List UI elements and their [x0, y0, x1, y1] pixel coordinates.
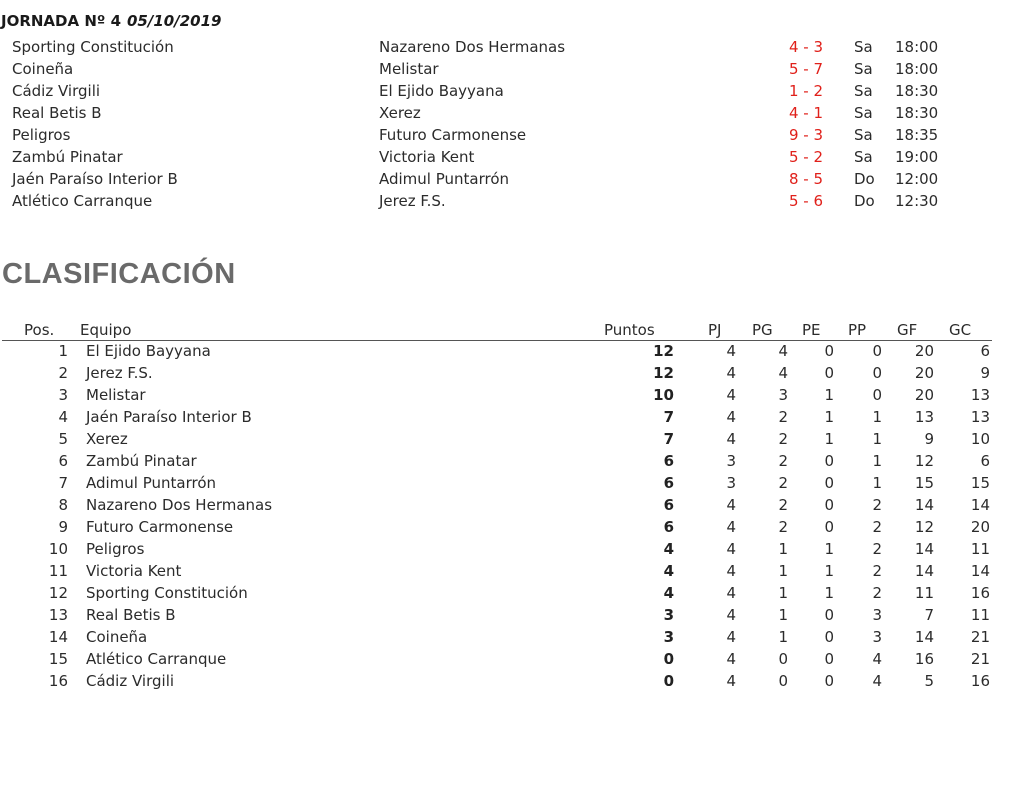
cell-pos: 16 — [48, 672, 68, 690]
header-pe: PE — [802, 321, 821, 339]
cell-pos: 13 — [48, 606, 68, 624]
cell-gc: 21 — [970, 650, 990, 668]
cell-gf: 20 — [914, 364, 934, 382]
match-home-team: Peligros — [12, 126, 71, 144]
header-pp: PP — [848, 321, 867, 339]
cell-pj: 4 — [726, 342, 736, 360]
cell-pos: 3 — [58, 386, 68, 404]
cell-pos: 12 — [48, 584, 68, 602]
cell-pp: 0 — [872, 386, 882, 404]
cell-pg: 1 — [778, 628, 788, 646]
cell-gf: 14 — [914, 496, 934, 514]
cell-gf: 14 — [914, 628, 934, 646]
match-time: 18:00 — [895, 60, 939, 78]
cell-pe: 1 — [824, 386, 834, 404]
cell-gc: 14 — [970, 496, 990, 514]
match-time: 19:00 — [895, 148, 939, 166]
cell-pos: 9 — [58, 518, 68, 536]
cell-pos: 5 — [58, 430, 68, 448]
match-row — [0, 102, 1024, 124]
match-home-team: Zambú Pinatar — [12, 148, 123, 166]
match-score: 4 - 1 — [788, 104, 824, 122]
match-home-team: Coineña — [12, 60, 74, 78]
match-time: 12:00 — [895, 170, 939, 188]
match-score: 5 - 7 — [788, 60, 824, 78]
cell-team: Sporting Constitución — [86, 584, 248, 602]
table-row — [0, 604, 1024, 626]
match-day: Sa — [854, 104, 873, 122]
cell-pg: 2 — [778, 496, 788, 514]
cell-gf: 13 — [914, 408, 934, 426]
cell-points: 6 — [663, 496, 674, 514]
cell-gc: 13 — [970, 408, 990, 426]
cell-pp: 2 — [872, 496, 882, 514]
cell-team: Futuro Carmonense — [86, 518, 234, 536]
cell-team: Victoria Kent — [86, 562, 182, 580]
cell-pp: 4 — [872, 650, 882, 668]
standings-header — [0, 318, 1024, 340]
match-day: Do — [854, 192, 875, 210]
cell-points: 0 — [663, 650, 674, 668]
match-row — [0, 168, 1024, 190]
match-away-team: Victoria Kent — [379, 148, 475, 166]
jornada-label: JORNADA Nº 4 — [1, 12, 121, 30]
table-row — [0, 362, 1024, 384]
match-time: 12:30 — [895, 192, 939, 210]
cell-pe: 0 — [824, 606, 834, 624]
match-time: 18:30 — [895, 104, 939, 122]
cell-pg: 1 — [778, 584, 788, 602]
table-row — [0, 626, 1024, 648]
cell-gc: 15 — [970, 474, 990, 492]
match-row — [0, 80, 1024, 102]
match-away-team: El Ejido Bayyana — [379, 82, 504, 100]
cell-pos: 10 — [48, 540, 68, 558]
cell-gc: 10 — [970, 430, 990, 448]
cell-gc: 11 — [970, 606, 990, 624]
cell-pp: 2 — [872, 584, 882, 602]
cell-points: 4 — [663, 562, 674, 580]
cell-gf: 20 — [914, 342, 934, 360]
match-score: 8 - 5 — [788, 170, 824, 188]
match-home-team: Cádiz Virgili — [12, 82, 101, 100]
cell-pj: 4 — [726, 430, 736, 448]
cell-pos: 2 — [58, 364, 68, 382]
match-away-team: Xerez — [379, 104, 421, 122]
header-pj: PJ — [708, 321, 722, 339]
match-score: 1 - 2 — [788, 82, 824, 100]
cell-points: 3 — [663, 606, 674, 624]
table-row — [0, 406, 1024, 428]
match-time: 18:00 — [895, 38, 939, 56]
cell-pj: 4 — [726, 408, 736, 426]
cell-team: El Ejido Bayyana — [86, 342, 211, 360]
header-team: Equipo — [80, 321, 132, 339]
cell-gf: 14 — [914, 562, 934, 580]
cell-pos: 15 — [48, 650, 68, 668]
match-day: Do — [854, 170, 875, 188]
cell-gf: 7 — [924, 606, 934, 624]
cell-pj: 4 — [726, 584, 736, 602]
cell-gc: 20 — [970, 518, 990, 536]
cell-pe: 0 — [824, 474, 834, 492]
cell-team: Cádiz Virgili — [86, 672, 175, 690]
cell-pp: 1 — [872, 474, 882, 492]
cell-pj: 3 — [726, 474, 736, 492]
cell-gf: 15 — [914, 474, 934, 492]
cell-points: 4 — [663, 540, 674, 558]
cell-team: Jerez F.S. — [86, 364, 153, 382]
cell-pe: 0 — [824, 342, 834, 360]
cell-team: Adimul Puntarrón — [86, 474, 217, 492]
table-row — [0, 670, 1024, 692]
cell-points: 12 — [653, 342, 674, 360]
match-away-team: Adimul Puntarrón — [379, 170, 510, 188]
cell-points: 7 — [663, 408, 674, 426]
cell-pe: 0 — [824, 650, 834, 668]
match-score: 4 - 3 — [788, 38, 824, 56]
cell-pp: 0 — [872, 364, 882, 382]
cell-pp: 4 — [872, 672, 882, 690]
cell-pe: 0 — [824, 672, 834, 690]
cell-team: Peligros — [86, 540, 145, 558]
cell-pe: 1 — [824, 562, 834, 580]
table-row — [0, 450, 1024, 472]
table-row — [0, 340, 1024, 362]
cell-pos: 1 — [58, 342, 68, 360]
cell-points: 0 — [663, 672, 674, 690]
cell-pg: 0 — [778, 650, 788, 668]
cell-pj: 4 — [726, 628, 736, 646]
cell-pos: 14 — [48, 628, 68, 646]
cell-gc: 6 — [980, 452, 990, 470]
cell-pe: 1 — [824, 540, 834, 558]
table-row — [0, 384, 1024, 406]
cell-gc: 14 — [970, 562, 990, 580]
cell-points: 4 — [663, 584, 674, 602]
cell-pe: 0 — [824, 452, 834, 470]
cell-pg: 3 — [778, 386, 788, 404]
header-pg: PG — [752, 321, 773, 339]
table-row — [0, 648, 1024, 670]
cell-team: Jaén Paraíso Interior B — [86, 408, 252, 426]
cell-pe: 0 — [824, 496, 834, 514]
cell-pj: 4 — [726, 606, 736, 624]
header-gc: GC — [949, 321, 972, 339]
cell-pe: 1 — [824, 584, 834, 602]
jornada-title — [1, 12, 221, 30]
table-row — [0, 428, 1024, 450]
cell-pe: 1 — [824, 408, 834, 426]
cell-pj: 4 — [726, 562, 736, 580]
cell-points: 6 — [663, 474, 674, 492]
cell-pj: 4 — [726, 496, 736, 514]
cell-pj: 4 — [726, 540, 736, 558]
cell-gf: 12 — [914, 518, 934, 536]
cell-gc: 16 — [970, 584, 990, 602]
match-day: Sa — [854, 38, 873, 56]
cell-team: Atlético Carranque — [86, 650, 227, 668]
cell-points: 6 — [663, 452, 674, 470]
match-row — [0, 124, 1024, 146]
cell-pj: 4 — [726, 672, 736, 690]
match-day: Sa — [854, 126, 873, 144]
table-row — [0, 538, 1024, 560]
cell-team: Real Betis B — [86, 606, 176, 624]
cell-pp: 2 — [872, 540, 882, 558]
cell-gc: 11 — [970, 540, 990, 558]
cell-team: Zambú Pinatar — [86, 452, 197, 470]
cell-points: 7 — [663, 430, 674, 448]
cell-gf: 5 — [924, 672, 934, 690]
header-pos: Pos. — [24, 321, 55, 339]
match-score: 5 - 6 — [788, 192, 824, 210]
cell-gf: 12 — [914, 452, 934, 470]
cell-team: Nazareno Dos Hermanas — [86, 496, 273, 514]
cell-team: Coineña — [86, 628, 148, 646]
cell-pg: 2 — [778, 518, 788, 536]
match-list — [0, 36, 1024, 212]
cell-gc: 9 — [980, 364, 990, 382]
cell-pos: 4 — [58, 408, 68, 426]
cell-pp: 0 — [872, 342, 882, 360]
header-points: Puntos — [604, 321, 655, 339]
standings-rows — [0, 340, 1024, 692]
cell-pp: 2 — [872, 562, 882, 580]
cell-gf: 14 — [914, 540, 934, 558]
match-row — [0, 36, 1024, 58]
match-score: 5 - 2 — [788, 148, 824, 166]
cell-pj: 4 — [726, 364, 736, 382]
cell-pg: 4 — [778, 364, 788, 382]
table-row — [0, 560, 1024, 582]
cell-pp: 2 — [872, 518, 882, 536]
cell-pg: 2 — [778, 452, 788, 470]
match-time: 18:35 — [895, 126, 939, 144]
cell-pp: 3 — [872, 628, 882, 646]
cell-gc: 16 — [970, 672, 990, 690]
cell-gf: 16 — [914, 650, 934, 668]
header-gf: GF — [897, 321, 918, 339]
cell-pg: 1 — [778, 606, 788, 624]
cell-pe: 1 — [824, 430, 834, 448]
table-row — [0, 582, 1024, 604]
match-away-team: Melistar — [379, 60, 439, 78]
cell-pj: 4 — [726, 386, 736, 404]
match-row — [0, 58, 1024, 80]
jornada-date: 05/10/2019 — [127, 12, 222, 30]
cell-pj: 3 — [726, 452, 736, 470]
cell-pp: 1 — [872, 452, 882, 470]
cell-gc: 21 — [970, 628, 990, 646]
match-row — [0, 190, 1024, 212]
standings-title: CLASIFICACIÓN — [2, 258, 236, 290]
cell-pos: 8 — [58, 496, 68, 514]
cell-pj: 4 — [726, 518, 736, 536]
match-away-team: Nazareno Dos Hermanas — [379, 38, 566, 56]
cell-pj: 4 — [726, 650, 736, 668]
cell-pos: 7 — [58, 474, 68, 492]
match-time: 18:30 — [895, 82, 939, 100]
match-home-team: Real Betis B — [12, 104, 102, 122]
table-row — [0, 516, 1024, 538]
cell-points: 12 — [653, 364, 674, 382]
table-row — [0, 494, 1024, 516]
match-day: Sa — [854, 82, 873, 100]
cell-points: 3 — [663, 628, 674, 646]
cell-pg: 4 — [778, 342, 788, 360]
cell-points: 10 — [653, 386, 674, 404]
match-home-team: Sporting Constitución — [12, 38, 174, 56]
cell-pe: 0 — [824, 364, 834, 382]
cell-pg: 1 — [778, 540, 788, 558]
cell-pg: 2 — [778, 408, 788, 426]
cell-gf: 20 — [914, 386, 934, 404]
match-away-team: Futuro Carmonense — [379, 126, 527, 144]
cell-pos: 6 — [58, 452, 68, 470]
cell-team: Melistar — [86, 386, 146, 404]
cell-points: 6 — [663, 518, 674, 536]
match-away-team: Jerez F.S. — [379, 192, 446, 210]
cell-pe: 0 — [824, 518, 834, 536]
standings-table — [0, 318, 1024, 692]
match-day: Sa — [854, 60, 873, 78]
table-row — [0, 472, 1024, 494]
cell-gc: 6 — [980, 342, 990, 360]
match-day: Sa — [854, 148, 873, 166]
cell-pp: 1 — [872, 408, 882, 426]
cell-team: Xerez — [86, 430, 128, 448]
cell-pg: 2 — [778, 430, 788, 448]
match-row — [0, 146, 1024, 168]
match-home-team: Jaén Paraíso Interior B — [12, 170, 178, 188]
cell-gf: 9 — [924, 430, 934, 448]
cell-pp: 1 — [872, 430, 882, 448]
cell-pg: 1 — [778, 562, 788, 580]
match-home-team: Atlético Carranque — [12, 192, 153, 210]
cell-gc: 13 — [970, 386, 990, 404]
cell-pg: 0 — [778, 672, 788, 690]
cell-pg: 2 — [778, 474, 788, 492]
cell-pe: 0 — [824, 628, 834, 646]
cell-gf: 11 — [914, 584, 934, 602]
cell-pp: 3 — [872, 606, 882, 624]
cell-pos: 11 — [48, 562, 68, 580]
match-score: 9 - 3 — [788, 126, 824, 144]
